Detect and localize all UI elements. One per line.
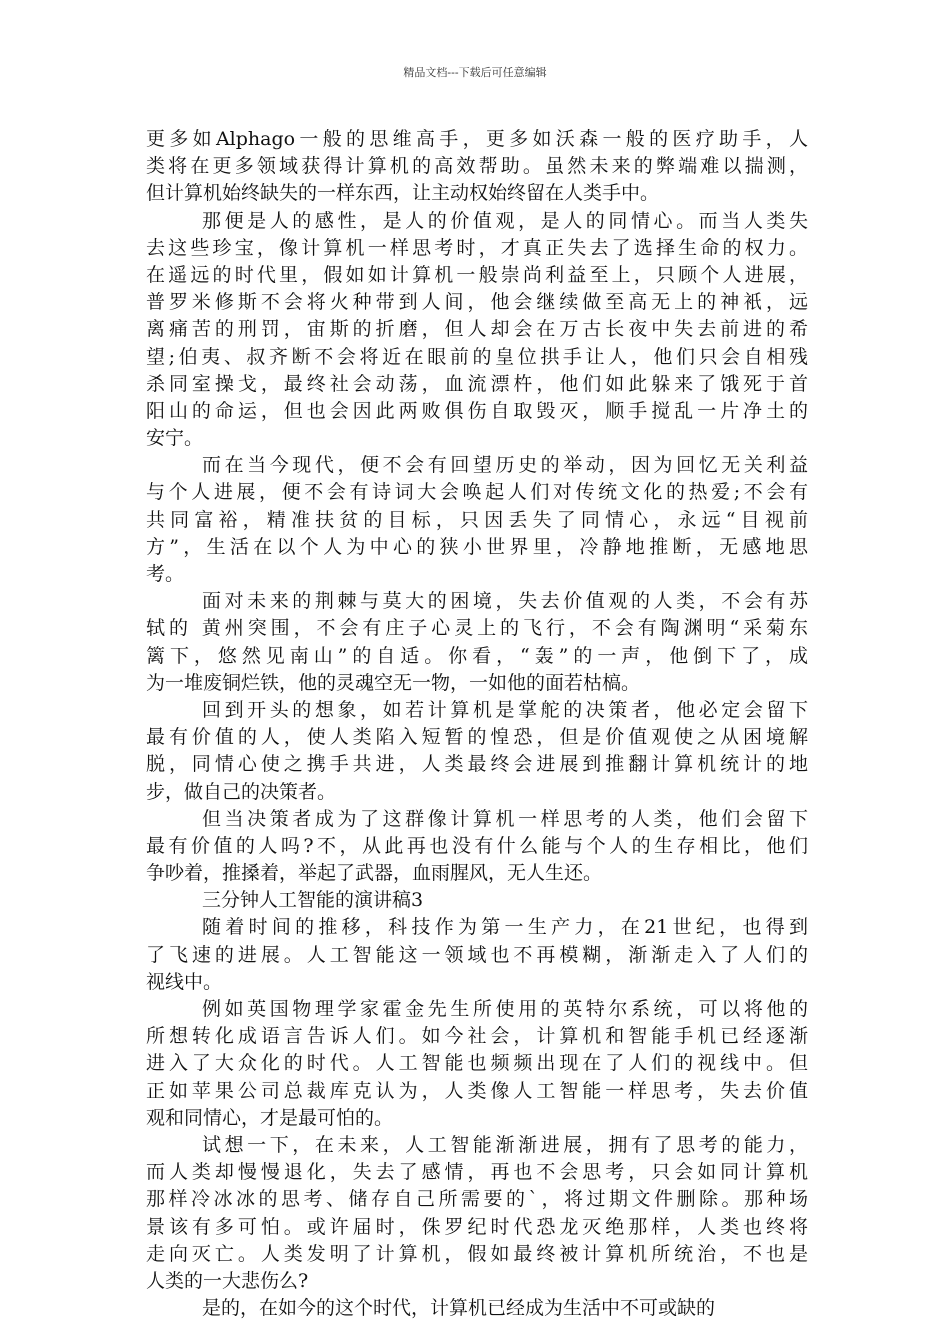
text-line: 但计算机始终缺失的一样东西，让主动权始终留在人类手中。 xyxy=(146,182,660,205)
text-line: 脱，同情心使之携手共进，人类最终会进展到推翻计算机统计的地 xyxy=(146,753,808,776)
text-line: 进入了大众化的时代。人工智能也频频出现在了人们的视线中。但 xyxy=(146,1052,808,1075)
text-line: 那样冷冰冰的思考、储存自己所需要的`，将过期文件删除。那种场 xyxy=(146,1188,808,1211)
text-line: 三分钟人工智能的演讲稿3 xyxy=(202,889,424,912)
text-line: 正如苹果公司总裁库克认为，人类像人工智能一样思考，失去价值 xyxy=(146,1079,808,1102)
text-line: 而人类却慢慢退化，失去了感情，再也不会思考，只会如同计算机 xyxy=(146,1161,808,1184)
text-line: 考。 xyxy=(146,563,185,585)
text-line: 安宁。 xyxy=(146,427,204,450)
text-line: 人类的一大悲伤么? xyxy=(146,1269,309,1292)
text-line: 更多如Alphago一般的思维高手，更多如沃森一般的医疗助手，人 xyxy=(146,128,808,150)
text-line: 在遥远的时代里，假如如计算机一般崇尚利益至上，只顾个人进展， xyxy=(146,263,808,286)
text-line: 走向灭亡。人类发明了计算机，假如最终被计算机所统治，不也是 xyxy=(146,1242,808,1265)
text-line: 争吵着，推搡着，举起了武器，血雨腥风，无人生还。 xyxy=(146,862,603,885)
document-body xyxy=(146,126,808,1322)
text-line: 那便是人的感性，是人的价值观，是人的同情心。而当人类失 xyxy=(202,209,808,232)
text-line: 例如英国物理学家霍金先生所使用的英特尔系统，可以将他的 xyxy=(202,998,808,1020)
text-line: 为一堆废铜烂铁，他的灵魂空无一物，一如他的面若枯槁。 xyxy=(146,671,641,694)
text-line: 试想一下，在未来，人工智能渐渐进展，拥有了思考的能力， xyxy=(202,1133,808,1156)
text-line: 普罗米修斯不会将火种带到人间，他会继续做至高无上的神衹，远 xyxy=(146,291,808,314)
text-line: 景该有多可怕。或许届时，侏罗纪时代恐龙灭绝那样，人类也终将 xyxy=(146,1215,808,1238)
text-line: 面对未来的荆棘与莫大的困境，失去价值观的人类，不会有苏 xyxy=(202,590,808,613)
text-line: 回到开头的想象，如若计算机是掌舵的决策者，他必定会留下 xyxy=(202,698,808,721)
text-line: 阳山的命运，但也会因此两败俱伤自取毁灭，顺手搅乱一片净土的 xyxy=(146,399,808,422)
text-line: 步，做自己的决策者。 xyxy=(146,780,337,803)
text-line: 轼的 黄州突围，不会有庄子心灵上的飞行，不会有陶渊明“采菊东 xyxy=(146,617,808,640)
text-line: 杀同室操戈，最终社会动荡，血流漂杵，他们如此躲来了饿死于首 xyxy=(146,372,808,395)
text-line: 观和同情心，才是最可怕的。 xyxy=(146,1106,394,1129)
text-line: 去这些珍宝，像计算机一样思考时，才真正失去了选择生命的权力。 xyxy=(146,236,808,259)
text-line: 共同富裕，精准扶贫的目标，只因丢失了同情心，永远“目视前 xyxy=(146,508,808,531)
text-line: 随着时间的推移，科技作为第一生产力，在21世纪，也得到 xyxy=(202,916,808,939)
text-line: 但当决策者成为了这群像计算机一样思考的人类，他们会留下 xyxy=(202,807,808,830)
text-line: 最有价值的人吗?不，从此再也没有什么能与个人的生存相比，他们 xyxy=(146,834,808,857)
text-line: 与个人进展，便不会有诗词大会唤起人们对传统文化的热爱;不会有 xyxy=(146,481,808,504)
text-line: 离痛苦的刑罚，宙斯的折磨，但人却会在万古长夜中失去前进的希 xyxy=(146,318,808,341)
text-line: 是的，在如今的这个时代，计算机已经成为生活中不可或缺的 xyxy=(202,1297,716,1320)
text-line: 篱下，悠然见南山”的自适。你看，“轰”的一声，他倒下了，成 xyxy=(146,644,808,667)
text-line: 类将在更多领域获得计算机的高效帮助。虽然未来的弊端难以揣测， xyxy=(146,155,808,178)
text-line: 所想转化成语言告诉人们。如今社会，计算机和智能手机已经逐渐 xyxy=(146,1025,808,1048)
text-line: 了飞速的进展。人工智能这一领域也不再模糊，渐渐走入了人们的 xyxy=(146,943,808,966)
text-line: 而在当今现代，便不会有回望历史的举动，因为回忆无关利益 xyxy=(202,454,808,477)
text-line: 望;伯夷、叔齐断不会将近在眼前的皇位拱手让人，他们只会自相残 xyxy=(146,345,808,368)
text-line: 最有价值的人，使人类陷入短暂的惶恐，但是价值观使之从困境解 xyxy=(146,726,808,749)
text-line: 方”，生活在以个人为中心的狭小世界里，冷静地推断，无感地思 xyxy=(146,535,808,558)
page-header: 精品文档---下载后可任意编辑 xyxy=(403,66,547,79)
text-line: 视线中。 xyxy=(146,970,223,993)
